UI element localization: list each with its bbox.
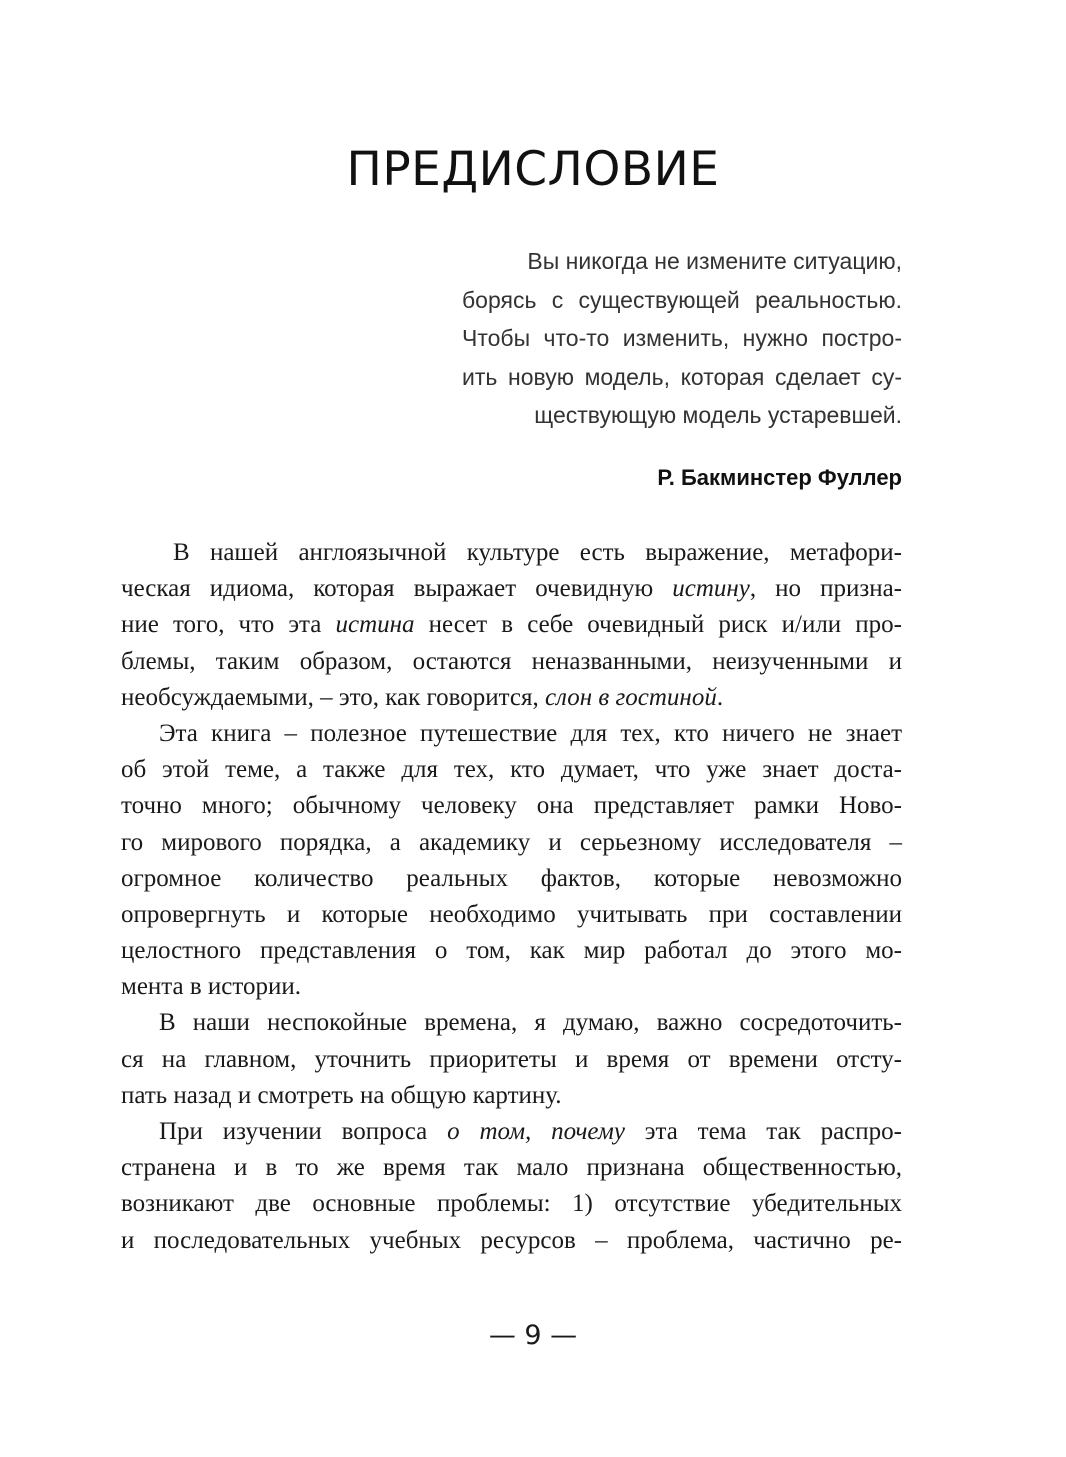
paragraph-line: целостного представления о том, как мир работал до этого мо-: [121, 937, 902, 965]
epigraph-line: Чтобы что-то изменить, нужно постро-: [462, 325, 902, 351]
paragraph-line: Эта книга – полезное путешествие для тех, кто ничего не знает: [159, 719, 902, 747]
italic-text: о том, почему: [447, 1118, 625, 1145]
chapter-heading: ПРЕДИСЛОВИЕ: [346, 142, 720, 197]
epigraph: [462, 242, 902, 435]
paragraph-line: го мирового порядка, а академику и серьезному исследователя –: [121, 828, 902, 856]
italic-text: истину: [672, 575, 750, 603]
paragraph-line: необсуждаемыми, – это, как говорится, слон в гостиной.: [121, 683, 724, 711]
body-text: [121, 535, 902, 1259]
epigraph-line: ществующую модель устаревшей.: [534, 402, 902, 428]
paragraph-line: ние того, что эта истина несет в себе очевидный риск и/или про-: [121, 611, 902, 639]
paragraph-line: мента в истории.: [121, 973, 302, 1001]
epigraph-line: ить новую модель, которая сделает су-: [462, 363, 902, 390]
epigraph-line: Вы никогда не измените ситуацию,: [527, 248, 902, 274]
paragraph-line: блемы, таким образом, остаются неназванными, неизученными и: [121, 647, 902, 675]
paragraph-line: В нашей англоязычной культуре есть выражение, метафори-: [173, 539, 902, 566]
paragraph-line: об этой теме, а также для тех, кто думает, что уже знает доста-: [121, 756, 902, 784]
paragraph-line: опровергнуть и которые необходимо учитывать при составлении: [121, 900, 902, 928]
paragraph-line: пать назад и смотреть на общую картину.: [121, 1081, 562, 1109]
paragraph-line: точно много; обычному человеку она представляет рамки Ново-: [121, 792, 902, 820]
epigraph-attribution: Р. Бакминстер Фуллер: [657, 465, 902, 490]
paragraph-line: странена и в то же время так мало признана общественностью,: [121, 1154, 902, 1182]
italic-text: слон в гостиной: [544, 683, 717, 711]
paragraph-line: В наши неспокойные времена, я думаю, важно сосредоточить-: [159, 1009, 902, 1037]
epigraph-line: борясь с существующей реальностью.: [462, 286, 902, 313]
paragraph-line: огромное количество реальных фактов, которые невозможно: [121, 864, 902, 892]
paragraph-line: возникают две основные проблемы: 1) отсутствие убедительных: [121, 1190, 902, 1218]
italic-text: истина: [335, 611, 415, 639]
paragraph-line: и последовательных учебных ресурсов – проблема, частично ре-: [121, 1226, 902, 1254]
page-number: — 9 —: [488, 1320, 578, 1351]
paragraph-line: ческая идиома, которая выражает очевидную истину, но призна-: [121, 575, 902, 603]
paragraph-line: ся на главном, уточнить приоритеты и время от времени отсту-: [121, 1045, 902, 1073]
paragraph-line: При изучении вопроса о том, почему эта тема так распро-: [159, 1118, 902, 1145]
